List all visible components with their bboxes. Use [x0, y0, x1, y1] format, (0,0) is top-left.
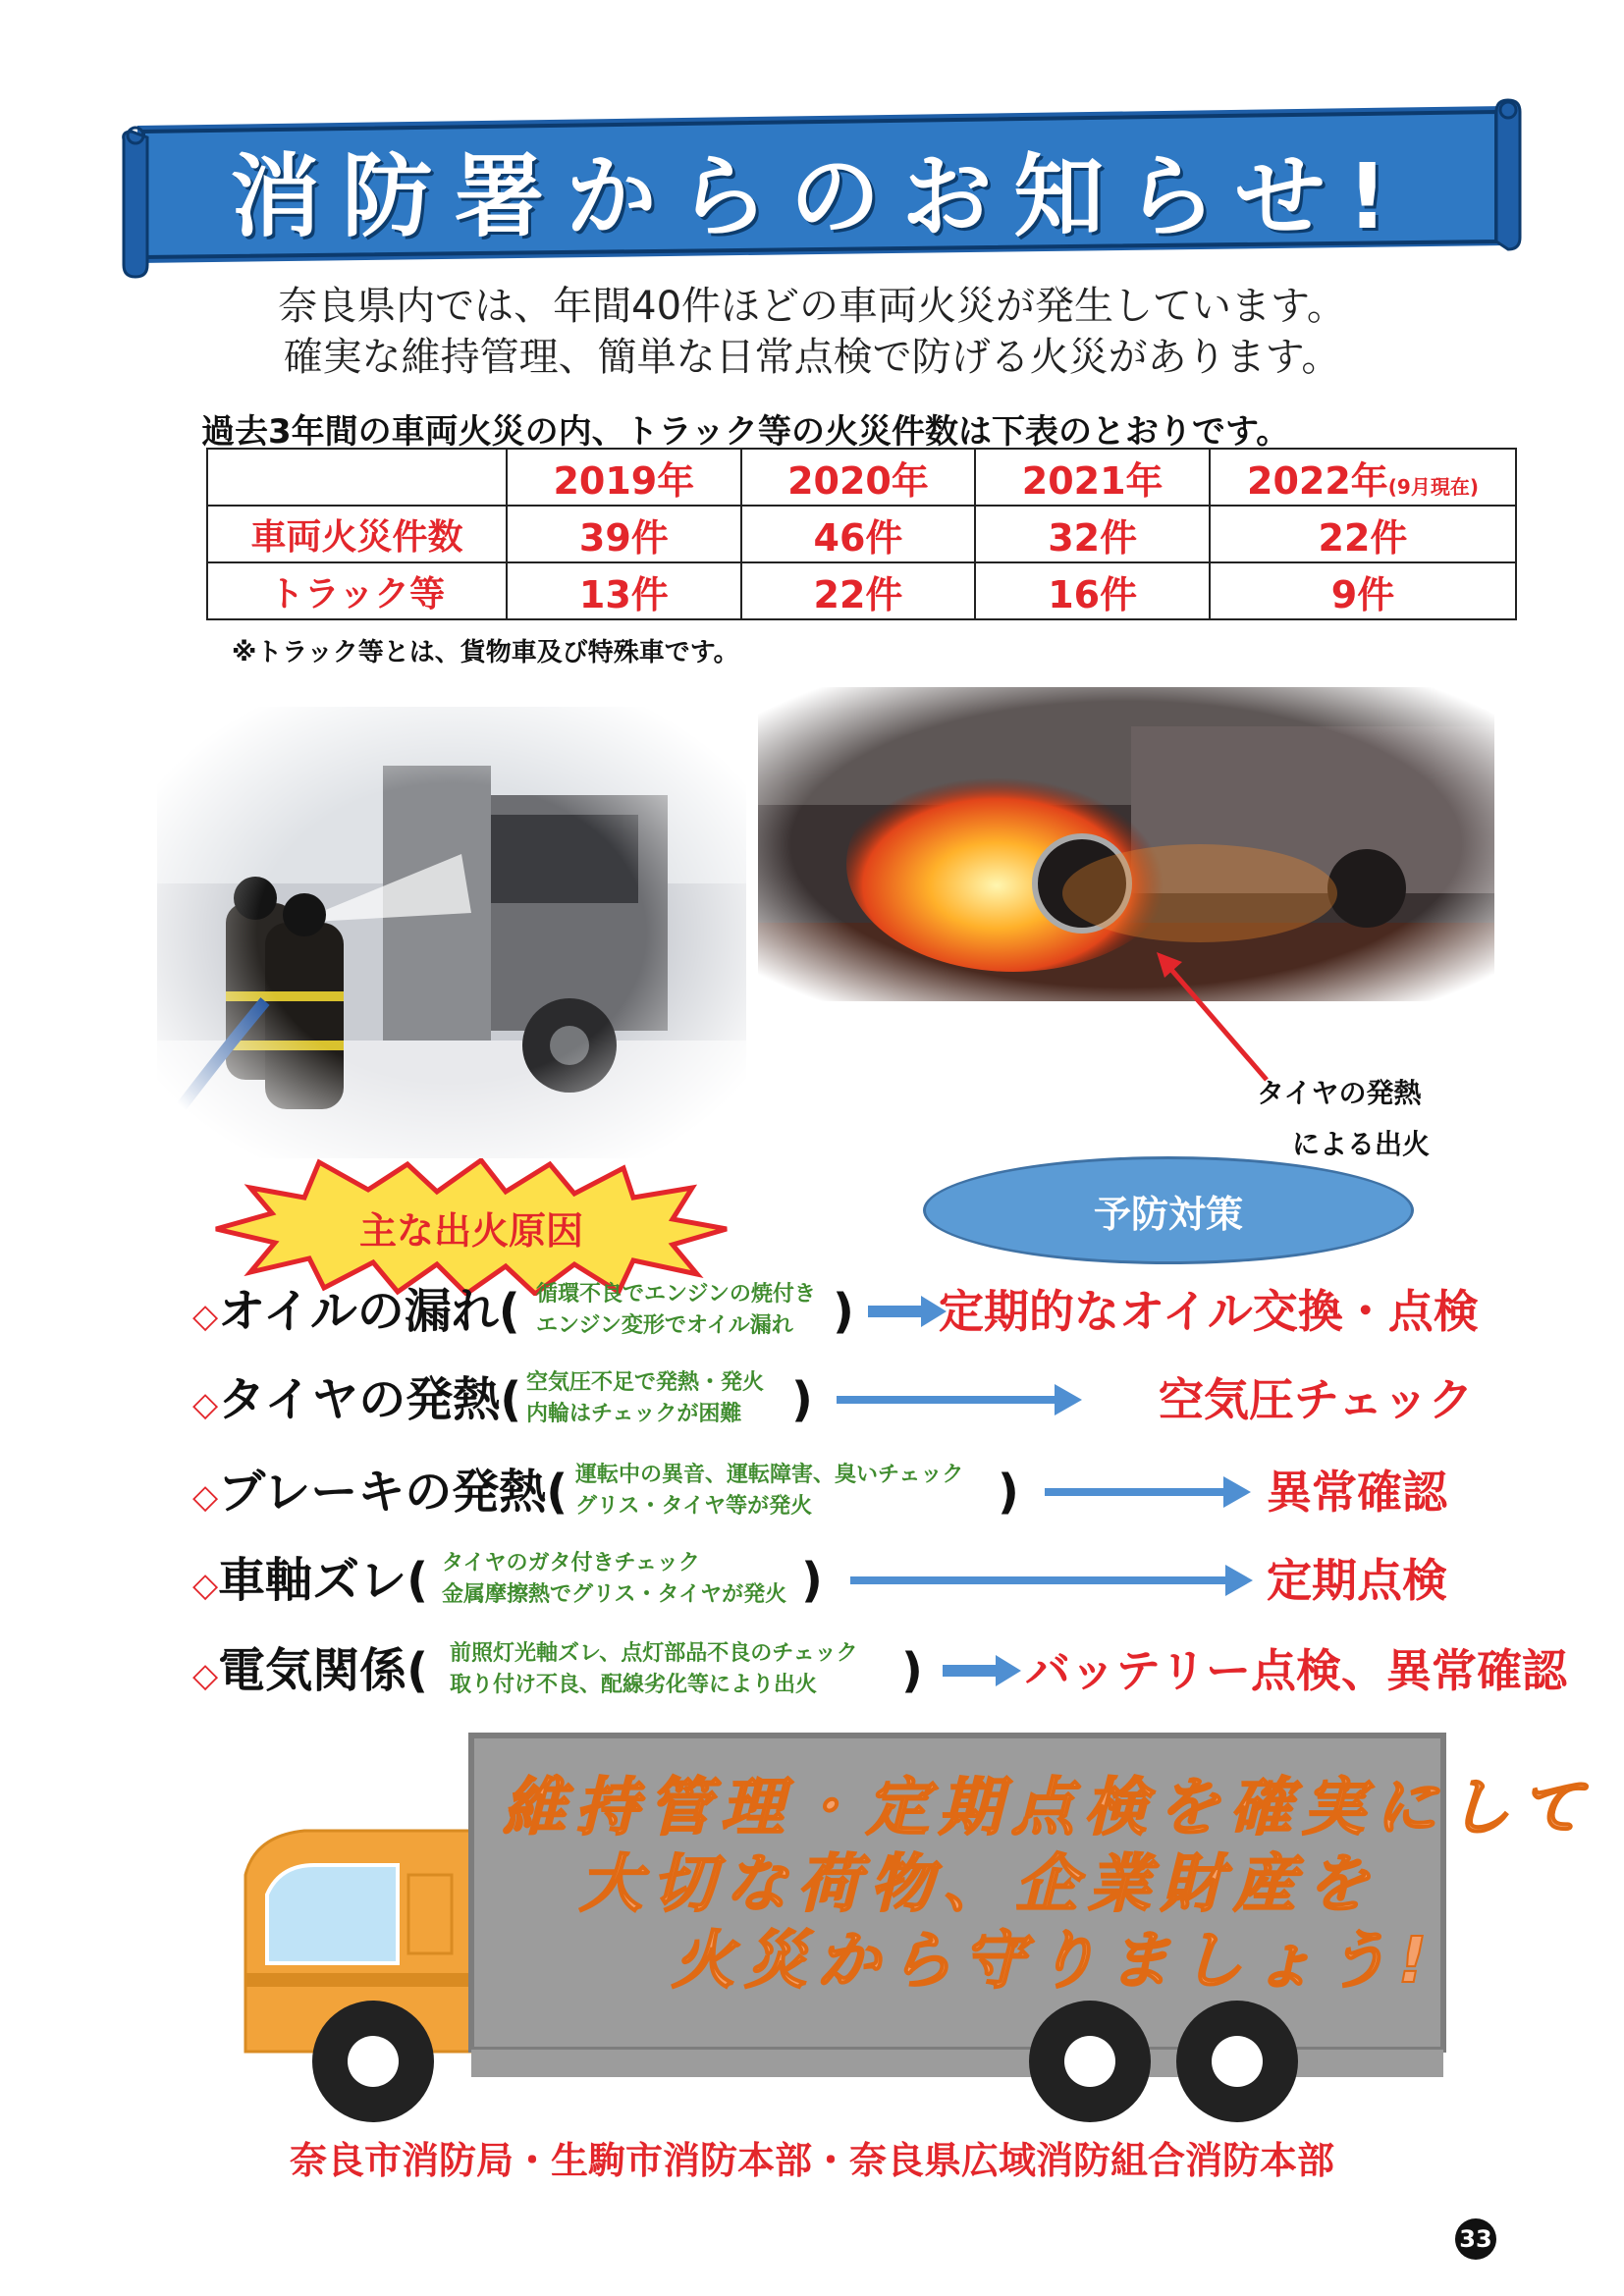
table-header-2020: 2020年 — [741, 449, 976, 506]
cause-title-text: ブレーキの発熱 — [218, 1465, 547, 1520]
table-cell: 13件 — [507, 562, 741, 619]
page-title: 消防署からのお知らせ! — [230, 144, 1410, 249]
close-paren: ) — [801, 1553, 823, 1608]
open-paren: ( — [546, 1465, 568, 1520]
table-header-row — [207, 449, 1516, 506]
table-row — [207, 506, 1516, 562]
cause-row-axle — [192, 1541, 1498, 1620]
diamond-icon: ◇ — [192, 1477, 219, 1517]
photo-caption-line-2: による出火 — [1292, 1128, 1431, 1160]
cause-row-tire — [192, 1361, 1498, 1439]
cause-detail-2: 内輪はチェックが困難 — [526, 1402, 742, 1426]
cause-row-electrical — [192, 1631, 1567, 1710]
table-cell: 22件 — [1210, 506, 1516, 562]
diamond-icon: ◇ — [192, 1385, 219, 1424]
open-paren: ( — [498, 1284, 520, 1339]
table-note: ※トラック等とは、貨物車及び特殊車です。 — [232, 638, 739, 667]
slogan-line-1: 維持管理・定期点検を確実にして — [503, 1772, 1593, 1844]
table-header-2019: 2019年 — [507, 449, 741, 506]
cause-title-text: 電気関係 — [218, 1643, 407, 1698]
table-header-2022-year: 2022年 — [1247, 458, 1388, 503]
cause-action: バッテリー点検、異常確認 — [1025, 1644, 1567, 1697]
burning-tire-photo — [758, 687, 1494, 1001]
cause-detail-2: 取り付け不良、配線劣化等により出火 — [450, 1673, 818, 1697]
close-paren: ) — [791, 1372, 813, 1427]
table-cell: 22件 — [741, 562, 976, 619]
fire-statistics-table — [206, 448, 1517, 620]
pointer-arrow — [1149, 942, 1276, 1090]
slogan-line-2: 大切な荷物、企業財産を — [579, 1848, 1379, 1921]
photo-caption-line-1: タイヤの発熱 — [1257, 1077, 1422, 1109]
cause-detail-2: 金属摩擦熱でグリス・タイヤが発火 — [442, 1582, 787, 1607]
close-paren: ) — [833, 1284, 854, 1339]
table-header-2022 — [1210, 449, 1516, 506]
cause-action: 空気圧チェック — [1159, 1373, 1474, 1426]
slogan-line-3: 火災から守りましょう! — [672, 1925, 1437, 1998]
open-paren: ( — [406, 1553, 429, 1608]
cause-title — [192, 1361, 521, 1444]
cause-action: 異常確認 — [1267, 1466, 1447, 1519]
cause-detail-2: グリス・タイヤ等が発火 — [575, 1494, 813, 1519]
cause-row-brake — [192, 1453, 1498, 1531]
diamond-icon: ◇ — [192, 1656, 219, 1695]
cause-title-text: 車軸ズレ — [218, 1553, 407, 1608]
footer-organizations: 奈良市消防局・生駒市消防本部・奈良県広域消防組合消防本部 — [289, 2139, 1334, 2182]
table-header-2021: 2021年 — [975, 449, 1210, 506]
intro-line-1: 奈良県内では、年間40件ほどの車両火災が発生しています。 — [278, 284, 1346, 329]
cause-title — [192, 1272, 520, 1356]
table-cell: 32件 — [975, 506, 1210, 562]
cause-title — [192, 1541, 428, 1625]
close-paren: ) — [998, 1465, 1019, 1520]
row-label: 車両火災件数 — [207, 506, 507, 562]
arrow-right-icon — [943, 1655, 1021, 1686]
arrow-right-icon — [1045, 1476, 1251, 1508]
cause-action: 定期点検 — [1267, 1554, 1447, 1607]
cause-detail-1: 前照灯光軸ズレ、点灯部品不良のチェック — [450, 1641, 858, 1666]
cause-title — [192, 1631, 428, 1715]
measures-label: 予防対策 — [923, 1156, 1414, 1264]
causes-label: 主な出火原因 — [358, 1208, 583, 1253]
close-paren: ) — [901, 1643, 923, 1698]
intro-line-2: 確実な維持管理、簡単な日常点検で防げる火災があります。 — [283, 335, 1341, 380]
cause-title-text: オイルの漏れ — [218, 1284, 499, 1339]
table-cell: 16件 — [975, 562, 1210, 619]
row-label: トラック等 — [207, 562, 507, 619]
diamond-icon: ◇ — [192, 1297, 219, 1336]
open-paren: ( — [500, 1372, 522, 1427]
page-number: 33 — [1455, 2218, 1496, 2260]
table-row — [207, 562, 1516, 619]
cause-title-text: タイヤの発熱 — [218, 1372, 501, 1427]
table-header-2022-note: (9月現在) — [1387, 474, 1479, 499]
diamond-icon: ◇ — [192, 1566, 219, 1605]
arrow-right-icon — [850, 1565, 1253, 1596]
table-cell: 9件 — [1210, 562, 1516, 619]
table-header-empty — [207, 449, 507, 506]
cause-detail-1: タイヤのガタ付きチェック — [442, 1551, 700, 1575]
table-cell: 46件 — [741, 506, 976, 562]
cause-detail-2: エンジン変形でオイル漏れ — [536, 1313, 793, 1338]
firefighters-photo — [157, 707, 746, 1158]
table-cell: 39件 — [507, 506, 741, 562]
table-caption: 過去3年間の車両火災の内、トラック等の火災件数は下表のとおりです。 — [201, 412, 1290, 452]
cause-detail-1: 運転中の異音、運転障害、臭いチェック — [575, 1463, 964, 1487]
cause-detail-1: 循環不良でエンジンの焼付き — [536, 1282, 816, 1307]
cause-row-oil — [192, 1272, 1498, 1351]
open-paren: ( — [406, 1643, 429, 1698]
cause-detail-1: 空気圧不足で発熱・発火 — [526, 1370, 765, 1395]
cause-title — [192, 1453, 568, 1536]
arrow-right-icon — [868, 1296, 947, 1327]
arrow-right-icon — [837, 1384, 1082, 1415]
cause-action: 定期的なオイル交換・点検 — [939, 1285, 1479, 1338]
